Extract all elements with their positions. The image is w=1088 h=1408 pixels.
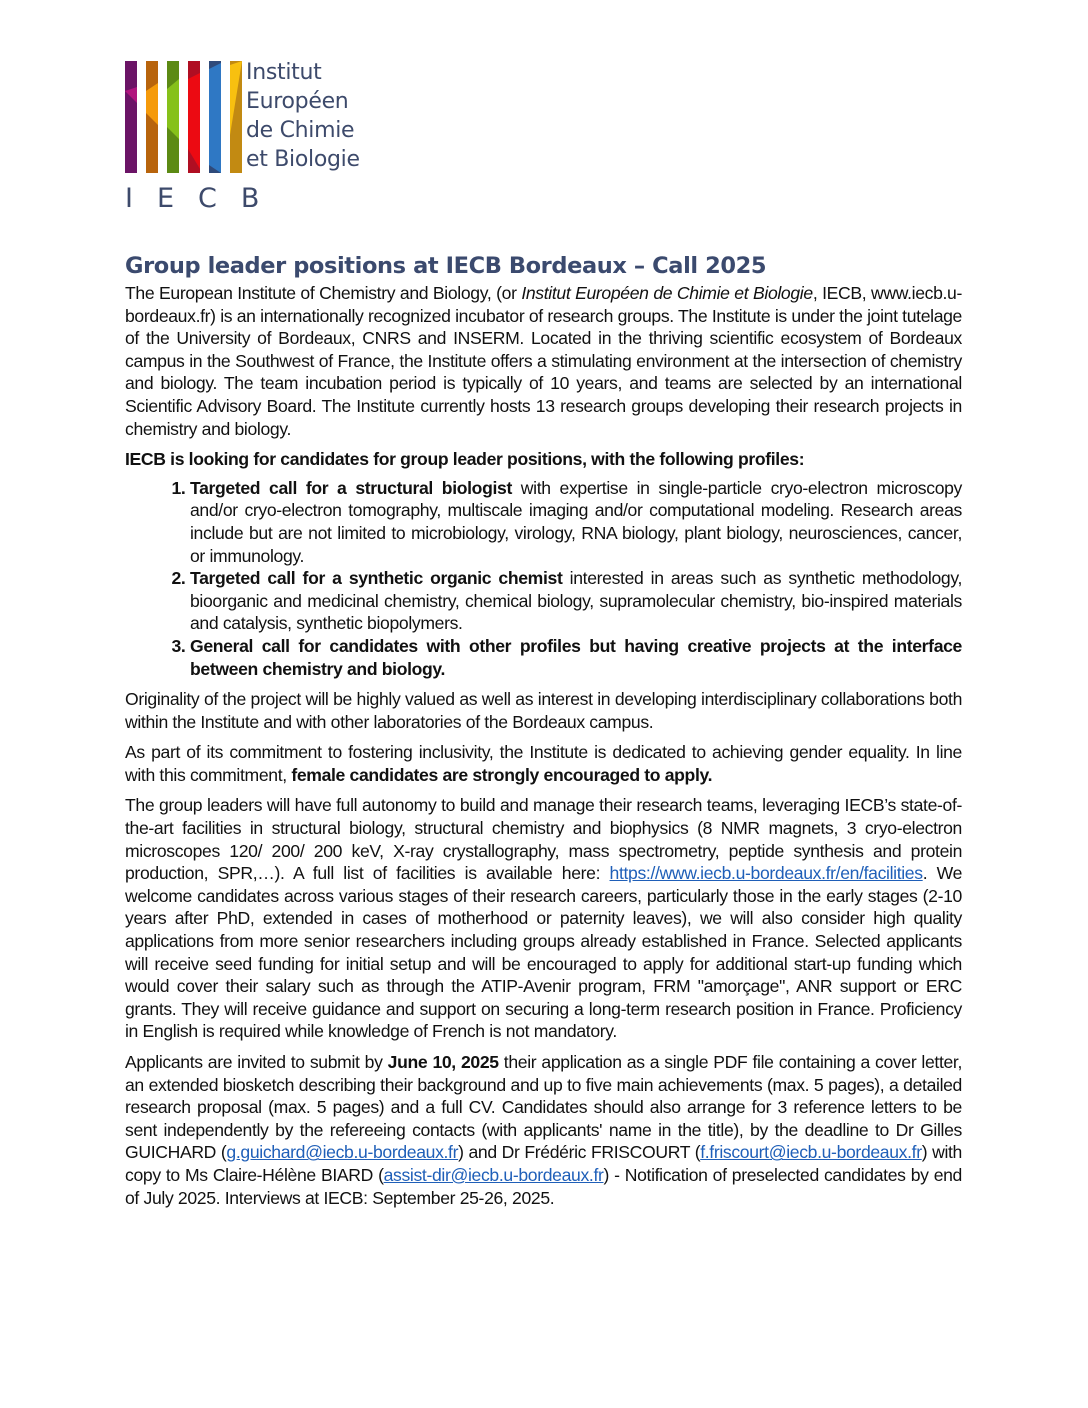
intro-paragraph bbox=[125, 282, 962, 440]
logo-acronym-letter: B bbox=[240, 183, 260, 214]
profiles-list bbox=[125, 477, 962, 680]
logo-line: et Biologie bbox=[246, 147, 360, 172]
logo-stripes-icon bbox=[125, 61, 243, 173]
profile-heading: General call for candidates with other profiles but having creative projects at the interface between chemistry and biology. bbox=[190, 635, 962, 679]
inclusivity-paragraph bbox=[125, 741, 962, 786]
logo-acronym-letter: E bbox=[156, 183, 175, 214]
profiles-lead: IECB is looking for candidates for group leader positions, with the following profiles: bbox=[125, 449, 805, 470]
profile-heading: Targeted call for a synthetic organic chemist bbox=[190, 568, 563, 589]
text: , IECB, www.iecb.u-bordeaux.fr) is an internationally recognized incubator of research groups. The Institute is under the joint tutelage of the University of Bordeaux, CNRS and INSERM. Located in the thriving scientific ecosystem of Bordeaux campus in the Southwest of France, the Institute offers a stimulating environment at the intersection of chemistry and biology. The team incubation period is typically of 10 years, and teams are selected by an international Scientific Advisory Board. The Institute currently hosts 13 research groups developing their research projects in chemistry and biology. bbox=[125, 283, 963, 439]
profile-description: interested in areas such as synthetic methodology, bioorganic and medicinal chemistry, chemical biology, supramolecular chemistry, bio-inspired materials and catalysis, synthetic biopolymers. bbox=[190, 568, 962, 634]
application-paragraph bbox=[125, 1051, 962, 1209]
profile-description: with expertise in single-particle cryo-electron microscopy and/or cryo-electron tomography, multiscale imaging and/or computational modeling. Research areas include but are not limited to microbiology, virology, RNA biology, plant biology, neurosciences, cancer, or immunology. bbox=[190, 477, 963, 566]
logo-line: Institut bbox=[246, 60, 322, 85]
text: Applicants are invited to submit by bbox=[125, 1052, 388, 1072]
text: ) - Notification of preselected candidates by end of July 2025. Interviews at IECB: September 25-26, 2025. bbox=[125, 1164, 962, 1208]
text: The European Institute of Chemistry and Biology, (or bbox=[125, 283, 522, 303]
profile-heading: Targeted call for a structural biologist bbox=[190, 477, 512, 498]
page-title: Group leader positions at IECB Bordeaux – Call 2025 bbox=[125, 253, 767, 280]
logo-acronym bbox=[125, 183, 283, 214]
deadline-date: June 10, 2025 bbox=[387, 1052, 499, 1072]
profile-item bbox=[190, 477, 962, 567]
email-link-guichard[interactable]: g.guichard@iecb.u-bordeaux.fr bbox=[226, 1142, 459, 1163]
text: The group leaders will have full autonomy to build and manage their research teams, leveraging IECB’s state-of-the-art facilities in structural biology, structural chemistry and biophysics (8 NMR magnets, 3 cryo-electron microscopes 120/ 200/ 200 keV, X-ray crystallography, mass spectrometry, peptide synthesis and protein production, SPR,…). A full list of facilities is available here: bbox=[125, 795, 962, 884]
text: . We welcome candidates across various stages of their research careers, particularly those in the early stages (2-10 years after PhD, extended in cases of motherhood or paternity leaves), we will also consider high quality applications from more senior researchers including groups already established in France. Selected applicants will receive seed funding for initial setup and will be encouraged to apply for additional start-up funding which would cover their salary such as through the ATIP-Avenir program, FRM "amorçage", ANR support or ERC grants. They will receive guidance and support on securing a long-term research position in France. Proficiency in English is required while knowledge of French is not mandatory. bbox=[125, 863, 963, 1042]
iecb-logo bbox=[125, 60, 385, 214]
text: ) with copy to Ms Claire-Hélène BIARD ( bbox=[125, 1142, 962, 1185]
profile-item bbox=[190, 567, 962, 635]
institute-french-name: Institut Européen de Chimie et Biologie bbox=[521, 283, 813, 303]
logo-acronym-letter: C bbox=[198, 183, 217, 214]
email-link-friscourt[interactable]: f.friscourt@iecb.u-bordeaux.fr bbox=[700, 1142, 922, 1163]
logo-line: de Chimie bbox=[246, 118, 355, 143]
logo-institute-name bbox=[246, 58, 360, 174]
text: their application as a single PDF file containing a cover letter, an extended biosketch describing their background and up to five main achievements (max. 5 pages), a detailed research proposal (max. 5 pages) and a full CV. Candidates should also arrange for 3 reference letters to be sent independently by the refereeing contacts (with applicants' name in the title), by the deadline to Dr Gilles GUICHARD ( bbox=[125, 1052, 963, 1163]
text: ) and Dr Frédéric FRISCOURT ( bbox=[458, 1142, 701, 1163]
logo-acronym-letter: I bbox=[125, 183, 133, 214]
profile-item bbox=[190, 635, 962, 680]
facilities-link[interactable]: https://www.iecb.u-bordeaux.fr/en/facilities bbox=[609, 863, 923, 884]
originality-paragraph: Originality of the project will be highly valued as well as interest in developing interdisciplinary collaborations both within the Institute and with other laboratories of the Bordeaux campus. bbox=[125, 689, 962, 732]
autonomy-paragraph bbox=[125, 794, 962, 1043]
logo-line: Européen bbox=[246, 89, 349, 114]
text: As part of its commitment to fostering inclusivity, the Institute is dedicated to achieving gender equality. In line with this commitment, bbox=[125, 742, 962, 785]
female-candidates-note: female candidates are strongly encouraged to apply. bbox=[291, 764, 713, 785]
email-link-assist-dir[interactable]: assist-dir@iecb.u-bordeaux.fr bbox=[383, 1164, 604, 1185]
document-body bbox=[125, 282, 962, 1217]
